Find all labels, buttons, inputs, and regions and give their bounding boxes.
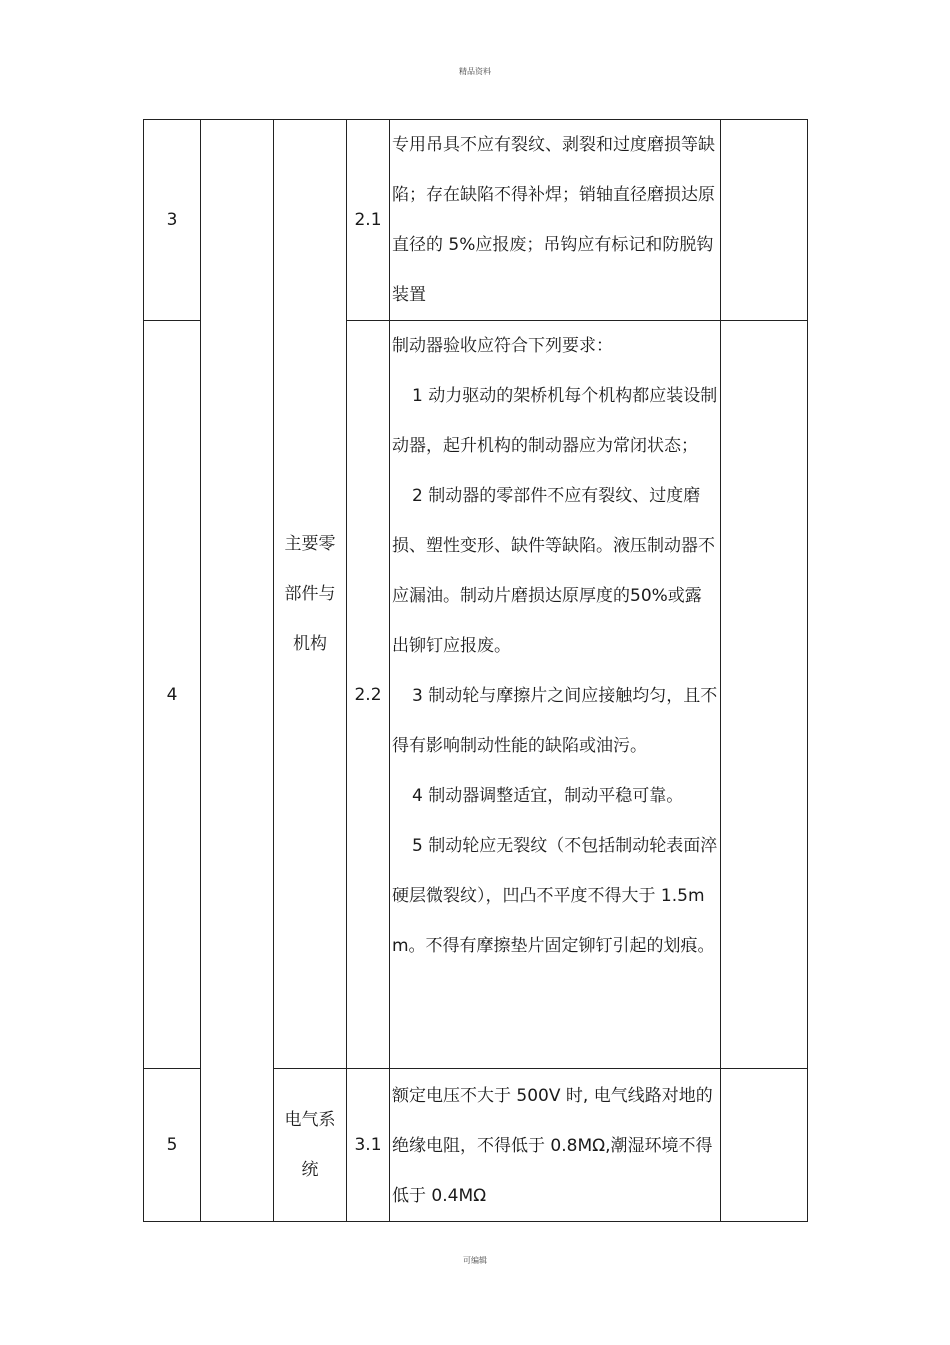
inspection-table bbox=[143, 119, 808, 1222]
requirement-item-text: 1 动力驱动的架桥机每个机构都应装设制动器，起升机构的制动器应为常闭状态； bbox=[392, 386, 718, 456]
footer-note: 可编辑 bbox=[463, 1256, 487, 1265]
item-code: 3.1 bbox=[347, 1069, 390, 1222]
result-cell bbox=[721, 1069, 808, 1222]
row-number: 3 bbox=[144, 120, 201, 321]
requirement-text-cell bbox=[390, 1069, 721, 1222]
requirement-item bbox=[390, 371, 720, 471]
requirement-text: 额定电压不大于 500V 时, 电气线路对地的绝缘电阻，不得低于 0.8MΩ,潮湿环境不得低于 0.4MΩ bbox=[392, 1086, 713, 1206]
requirement-item bbox=[390, 671, 720, 771]
result-cell bbox=[721, 321, 808, 1069]
requirement-text: 专用吊具不应有裂纹、剥裂和过度磨损等缺陷；存在缺陷不得补焊；销轴直径磨损达原直径的 5%应报废；吊钩应有标记和防脱钩装置 bbox=[392, 135, 715, 305]
requirement-line-intro: 制动器验收应符合下列要求： bbox=[392, 336, 613, 356]
header-note: 精品资料 bbox=[459, 67, 491, 76]
requirement-item-text: 5 制动轮应无裂纹（不包括制动轮表面淬硬层微裂纹），凹凸不平度不得大于 1.5mm。不得有摩擦垫片固定铆钉引起的划痕。 bbox=[392, 836, 718, 956]
part-category-cell bbox=[274, 120, 347, 1069]
row-number: 5 bbox=[144, 1069, 201, 1222]
requirement-text-cell bbox=[390, 120, 721, 321]
requirement-item bbox=[390, 771, 720, 821]
requirement-item bbox=[390, 821, 720, 971]
requirement-item-text: 4 制动器调整适宜，制动平稳可靠。 bbox=[412, 786, 684, 806]
row-number: 4 bbox=[144, 321, 201, 1069]
part-category-cell bbox=[274, 1069, 347, 1222]
requirement-item-text: 3 制动轮与摩擦片之间应接触均匀，且不得有影响制动性能的缺陷或油污。 bbox=[392, 686, 718, 756]
requirement-item-text: 2 制动器的零部件不应有裂纹、过度磨损、塑性变形、缺件等缺陷。液压制动器不应漏油。制动片磨损达原厚度的50%或露出铆钉应报废。 bbox=[392, 486, 715, 656]
requirement-item bbox=[390, 471, 720, 671]
requirement-text-cell bbox=[390, 321, 721, 1069]
table-row bbox=[144, 120, 808, 321]
part-category-label: 主要零部件与机构 bbox=[284, 534, 336, 654]
item-code: 2.1 bbox=[347, 120, 390, 321]
part-category-label: 电气系统 bbox=[284, 1110, 336, 1180]
blank-cell bbox=[201, 120, 274, 1222]
item-code: 2.2 bbox=[347, 321, 390, 1069]
result-cell bbox=[721, 120, 808, 321]
